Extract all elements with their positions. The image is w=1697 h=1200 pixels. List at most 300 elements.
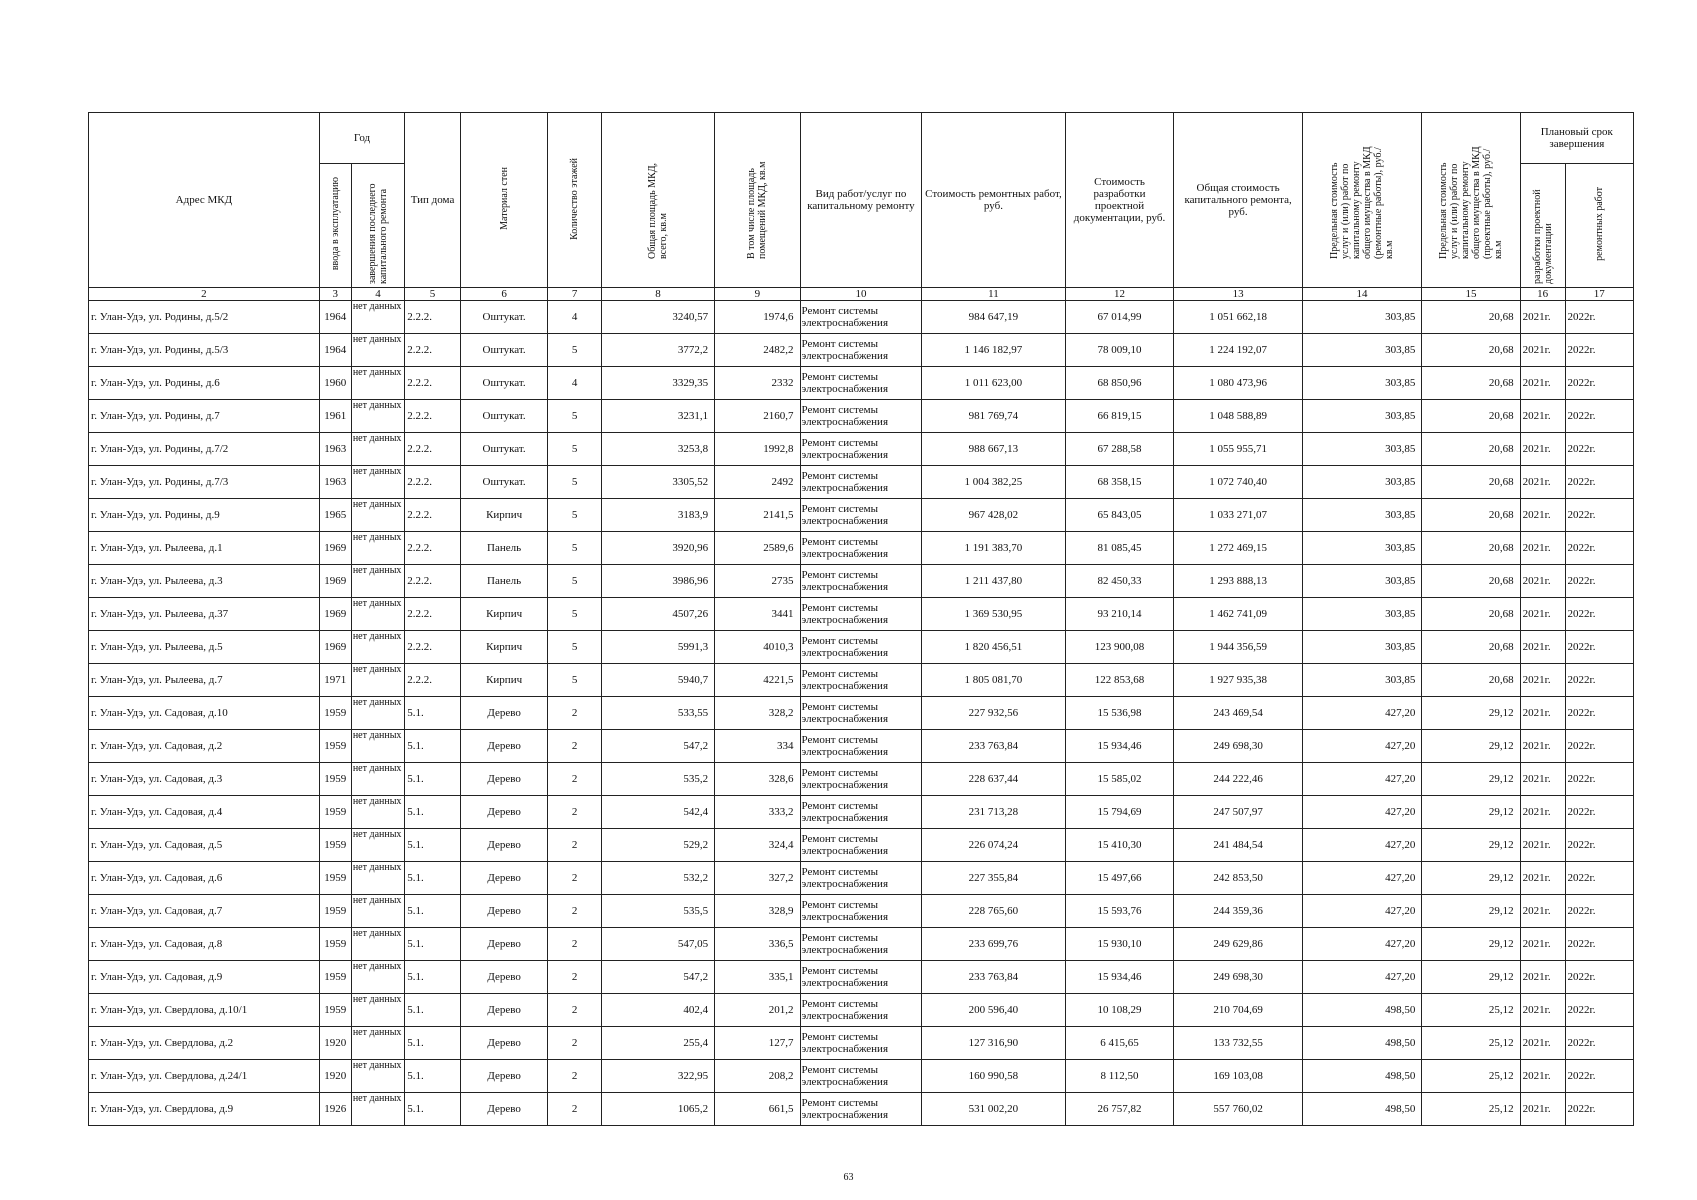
- header-repair-cost: Стоимость ремонтных работ, руб.: [922, 113, 1065, 288]
- cell-year-last-repair: нет данных: [351, 928, 404, 961]
- cell-year-commission: 1959: [319, 994, 351, 1027]
- cell-repair-cost: 231 713,28: [922, 796, 1065, 829]
- cell-deadline-repair: 2022г.: [1565, 730, 1633, 763]
- cell-total-cost: 1 055 955,71: [1174, 433, 1302, 466]
- cell-limit-repair: 498,50: [1302, 1093, 1422, 1126]
- cell-year-commission: 1965: [319, 499, 351, 532]
- cell-year-last-repair: нет данных: [351, 334, 404, 367]
- cell-year-last-repair: нет данных: [351, 1060, 404, 1093]
- cell-address: г. Улан-Удэ, ул. Рылеева, д.1: [89, 532, 320, 565]
- column-number: 8: [601, 288, 714, 301]
- column-number: 7: [548, 288, 601, 301]
- cell-design-cost: 66 819,15: [1065, 400, 1174, 433]
- cell-wall-material: Дерево: [460, 961, 548, 994]
- cell-wall-material: Оштукат.: [460, 433, 548, 466]
- cell-year-commission: 1959: [319, 730, 351, 763]
- cell-limit-repair: 303,85: [1302, 433, 1422, 466]
- table-row: [89, 532, 1634, 565]
- header-total-area: Общая площадь МКД, всего, кв.м: [601, 113, 714, 288]
- cell-address: г. Улан-Удэ, ул. Садовая, д.2: [89, 730, 320, 763]
- cell-deadline-design: 2021г.: [1520, 829, 1565, 862]
- cell-work-type: Ремонт системы электроснабжения: [800, 565, 922, 598]
- table-row: [89, 565, 1634, 598]
- header-limit-repair: Предельная стоимость услуг и (или) работ по капитальному ремонту общего имущества в МКД (ремонтные работы), руб./кв.м: [1302, 113, 1422, 288]
- cell-work-type: Ремонт системы электроснабжения: [800, 796, 922, 829]
- cell-limit-design: 20,68: [1422, 301, 1520, 334]
- cell-premises-area: 2482,2: [715, 334, 800, 367]
- cell-limit-design: 20,68: [1422, 499, 1520, 532]
- cell-repair-cost: 233 699,76: [922, 928, 1065, 961]
- cell-premises-area: 328,9: [715, 895, 800, 928]
- cell-house-type: 2.2.2.: [405, 301, 461, 334]
- cell-address: г. Улан-Удэ, ул. Свердлова, д.10/1: [89, 994, 320, 1027]
- cell-wall-material: Дерево: [460, 895, 548, 928]
- table-row: [89, 466, 1634, 499]
- cell-deadline-repair: 2022г.: [1565, 433, 1633, 466]
- cell-deadline-design: 2021г.: [1520, 334, 1565, 367]
- cell-floors: 2: [548, 994, 601, 1027]
- cell-total-area: 3183,9: [601, 499, 714, 532]
- cell-address: г. Улан-Удэ, ул. Рылеева, д.5: [89, 631, 320, 664]
- cell-total-area: 547,2: [601, 961, 714, 994]
- cell-premises-area: 336,5: [715, 928, 800, 961]
- cell-limit-repair: 303,85: [1302, 598, 1422, 631]
- table-row: [89, 862, 1634, 895]
- column-number: 4: [351, 288, 404, 301]
- table-row: [89, 400, 1634, 433]
- cell-wall-material: Кирпич: [460, 598, 548, 631]
- cell-house-type: 2.2.2.: [405, 598, 461, 631]
- cell-floors: 5: [548, 631, 601, 664]
- cell-floors: 5: [548, 532, 601, 565]
- cell-wall-material: Дерево: [460, 994, 548, 1027]
- cell-total-cost: 1 072 740,40: [1174, 466, 1302, 499]
- cell-year-last-repair: нет данных: [351, 862, 404, 895]
- cell-limit-design: 29,12: [1422, 829, 1520, 862]
- cell-wall-material: Дерево: [460, 763, 548, 796]
- cell-address: г. Улан-Удэ, ул. Садовая, д.9: [89, 961, 320, 994]
- cell-work-type: Ремонт системы электроснабжения: [800, 367, 922, 400]
- cell-year-last-repair: нет данных: [351, 697, 404, 730]
- cell-deadline-design: 2021г.: [1520, 1093, 1565, 1126]
- cell-address: г. Улан-Удэ, ул. Рылеева, д.7: [89, 664, 320, 697]
- cell-work-type: Ремонт системы электроснабжения: [800, 598, 922, 631]
- table-row: [89, 895, 1634, 928]
- cell-year-commission: 1969: [319, 532, 351, 565]
- table-row: [89, 499, 1634, 532]
- cell-premises-area: 1992,8: [715, 433, 800, 466]
- cell-total-area: 535,2: [601, 763, 714, 796]
- cell-limit-repair: 303,85: [1302, 499, 1422, 532]
- cell-floors: 5: [548, 664, 601, 697]
- cell-deadline-design: 2021г.: [1520, 631, 1565, 664]
- table-row: [89, 1093, 1634, 1126]
- cell-limit-design: 25,12: [1422, 1060, 1520, 1093]
- cell-floors: 5: [548, 565, 601, 598]
- cell-total-cost: 249 698,30: [1174, 961, 1302, 994]
- cell-year-commission: 1964: [319, 301, 351, 334]
- cell-deadline-design: 2021г.: [1520, 664, 1565, 697]
- cell-house-type: 2.2.2.: [405, 367, 461, 400]
- cell-year-commission: 1920: [319, 1027, 351, 1060]
- cell-deadline-design: 2021г.: [1520, 862, 1565, 895]
- cell-house-type: 5.1.: [405, 1093, 461, 1126]
- cell-house-type: 2.2.2.: [405, 631, 461, 664]
- cell-deadline-repair: 2022г.: [1565, 1093, 1633, 1126]
- cell-deadline-repair: 2022г.: [1565, 598, 1633, 631]
- cell-limit-design: 25,12: [1422, 1093, 1520, 1126]
- header-year-last-repair: завершения последнего капитального ремонта: [351, 164, 404, 288]
- cell-total-area: 3772,2: [601, 334, 714, 367]
- header-premises-area: В том числе площадь помещений МКД, кв.м: [715, 113, 800, 288]
- cell-limit-design: 29,12: [1422, 895, 1520, 928]
- cell-repair-cost: 160 990,58: [922, 1060, 1065, 1093]
- cell-work-type: Ремонт системы электроснабжения: [800, 631, 922, 664]
- cell-house-type: 2.2.2.: [405, 664, 461, 697]
- cell-year-last-repair: нет данных: [351, 301, 404, 334]
- cell-address: г. Улан-Удэ, ул. Садовая, д.10: [89, 697, 320, 730]
- cell-wall-material: Кирпич: [460, 664, 548, 697]
- cell-address: г. Улан-Удэ, ул. Садовая, д.5: [89, 829, 320, 862]
- cell-deadline-repair: 2022г.: [1565, 697, 1633, 730]
- cell-deadline-design: 2021г.: [1520, 1060, 1565, 1093]
- cell-premises-area: 334: [715, 730, 800, 763]
- cell-premises-area: 328,6: [715, 763, 800, 796]
- column-number-row: [89, 288, 1634, 301]
- cell-wall-material: Дерево: [460, 697, 548, 730]
- cell-house-type: 5.1.: [405, 994, 461, 1027]
- cell-repair-cost: 226 074,24: [922, 829, 1065, 862]
- cell-work-type: Ремонт системы электроснабжения: [800, 862, 922, 895]
- cell-limit-repair: 303,85: [1302, 466, 1422, 499]
- cell-year-commission: 1969: [319, 631, 351, 664]
- cell-limit-design: 20,68: [1422, 565, 1520, 598]
- cell-limit-repair: 303,85: [1302, 400, 1422, 433]
- cell-address: г. Улан-Удэ, ул. Родины, д.7/2: [89, 433, 320, 466]
- header-floors: Количество этажей: [548, 113, 601, 288]
- column-number: 6: [460, 288, 548, 301]
- header-house-type: Тип дома: [405, 113, 461, 288]
- cell-floors: 2: [548, 1093, 601, 1126]
- cell-address: г. Улан-Удэ, ул. Родины, д.7: [89, 400, 320, 433]
- cell-work-type: Ремонт системы электроснабжения: [800, 301, 922, 334]
- cell-year-last-repair: нет данных: [351, 1093, 404, 1126]
- cell-work-type: Ремонт системы электроснабжения: [800, 400, 922, 433]
- header-work-type: Вид работ/услуг по капитальному ремонту: [800, 113, 922, 288]
- column-number: 3: [319, 288, 351, 301]
- cell-total-cost: 243 469,54: [1174, 697, 1302, 730]
- cell-address: г. Улан-Удэ, ул. Садовая, д.7: [89, 895, 320, 928]
- cell-year-last-repair: нет данных: [351, 631, 404, 664]
- cell-year-last-repair: нет данных: [351, 895, 404, 928]
- cell-total-cost: 169 103,08: [1174, 1060, 1302, 1093]
- table-header: [89, 113, 1634, 301]
- cell-year-last-repair: нет данных: [351, 730, 404, 763]
- cell-design-cost: 122 853,68: [1065, 664, 1174, 697]
- cell-total-area: 3253,8: [601, 433, 714, 466]
- cell-repair-cost: 227 355,84: [922, 862, 1065, 895]
- cell-limit-repair: 303,85: [1302, 301, 1422, 334]
- table-body: [89, 301, 1634, 1126]
- cell-limit-repair: 303,85: [1302, 367, 1422, 400]
- cell-limit-repair: 427,20: [1302, 697, 1422, 730]
- column-number: 11: [922, 288, 1065, 301]
- cell-year-last-repair: нет данных: [351, 1027, 404, 1060]
- header-deadline-design: разработки проектной документации: [1520, 164, 1565, 288]
- cell-floors: 2: [548, 928, 601, 961]
- cell-wall-material: Оштукат.: [460, 301, 548, 334]
- cell-premises-area: 3441: [715, 598, 800, 631]
- cell-deadline-design: 2021г.: [1520, 565, 1565, 598]
- cell-deadline-repair: 2022г.: [1565, 961, 1633, 994]
- cell-floors: 4: [548, 301, 601, 334]
- header-address: Адрес МКД: [89, 113, 320, 288]
- cell-total-area: 322,95: [601, 1060, 714, 1093]
- cell-design-cost: 15 934,46: [1065, 961, 1174, 994]
- cell-repair-cost: 988 667,13: [922, 433, 1065, 466]
- cell-wall-material: Кирпич: [460, 631, 548, 664]
- cell-house-type: 2.2.2.: [405, 466, 461, 499]
- cell-wall-material: Панель: [460, 565, 548, 598]
- cell-limit-design: 25,12: [1422, 994, 1520, 1027]
- cell-year-commission: 1963: [319, 433, 351, 466]
- cell-work-type: Ремонт системы электроснабжения: [800, 664, 922, 697]
- cell-year-commission: 1959: [319, 895, 351, 928]
- cell-floors: 2: [548, 763, 601, 796]
- cell-address: г. Улан-Удэ, ул. Свердлова, д.2: [89, 1027, 320, 1060]
- cell-year-last-repair: нет данных: [351, 499, 404, 532]
- cell-total-cost: 247 507,97: [1174, 796, 1302, 829]
- table-row: [89, 334, 1634, 367]
- column-number: 12: [1065, 288, 1174, 301]
- cell-year-commission: 1959: [319, 829, 351, 862]
- cell-house-type: 5.1.: [405, 895, 461, 928]
- cell-design-cost: 82 450,33: [1065, 565, 1174, 598]
- cell-address: г. Улан-Удэ, ул. Родины, д.6: [89, 367, 320, 400]
- cell-house-type: 5.1.: [405, 961, 461, 994]
- cell-year-last-repair: нет данных: [351, 466, 404, 499]
- cell-design-cost: 10 108,29: [1065, 994, 1174, 1027]
- column-number: 5: [405, 288, 461, 301]
- cell-work-type: Ремонт системы электроснабжения: [800, 1060, 922, 1093]
- repair-schedule-sheet: [88, 112, 1634, 1126]
- cell-deadline-design: 2021г.: [1520, 928, 1565, 961]
- cell-premises-area: 201,2: [715, 994, 800, 1027]
- cell-deadline-repair: 2022г.: [1565, 334, 1633, 367]
- cell-limit-repair: 427,20: [1302, 928, 1422, 961]
- table-row: [89, 796, 1634, 829]
- cell-total-area: 3986,96: [601, 565, 714, 598]
- cell-deadline-design: 2021г.: [1520, 895, 1565, 928]
- cell-deadline-repair: 2022г.: [1565, 664, 1633, 697]
- cell-wall-material: Оштукат.: [460, 400, 548, 433]
- cell-deadline-repair: 2022г.: [1565, 631, 1633, 664]
- cell-deadline-repair: 2022г.: [1565, 994, 1633, 1027]
- cell-wall-material: Дерево: [460, 829, 548, 862]
- cell-work-type: Ремонт системы электроснабжения: [800, 961, 922, 994]
- cell-floors: 5: [548, 598, 601, 631]
- cell-deadline-design: 2021г.: [1520, 697, 1565, 730]
- cell-house-type: 2.2.2.: [405, 400, 461, 433]
- cell-work-type: Ремонт системы электроснабжения: [800, 499, 922, 532]
- cell-design-cost: 6 415,65: [1065, 1027, 1174, 1060]
- table-row: [89, 994, 1634, 1027]
- cell-house-type: 5.1.: [405, 796, 461, 829]
- cell-premises-area: 327,2: [715, 862, 800, 895]
- cell-total-area: 533,55: [601, 697, 714, 730]
- cell-limit-repair: 498,50: [1302, 994, 1422, 1027]
- cell-repair-cost: 227 932,56: [922, 697, 1065, 730]
- cell-house-type: 2.2.2.: [405, 334, 461, 367]
- cell-address: г. Улан-Удэ, ул. Родины, д.5/3: [89, 334, 320, 367]
- cell-repair-cost: 531 002,20: [922, 1093, 1065, 1126]
- cell-limit-design: 20,68: [1422, 532, 1520, 565]
- cell-repair-cost: 228 765,60: [922, 895, 1065, 928]
- cell-design-cost: 15 593,76: [1065, 895, 1174, 928]
- cell-deadline-design: 2021г.: [1520, 796, 1565, 829]
- cell-total-cost: 1 927 935,38: [1174, 664, 1302, 697]
- cell-limit-design: 20,68: [1422, 598, 1520, 631]
- cell-total-area: 542,4: [601, 796, 714, 829]
- cell-limit-design: 29,12: [1422, 862, 1520, 895]
- cell-premises-area: 127,7: [715, 1027, 800, 1060]
- cell-deadline-design: 2021г.: [1520, 499, 1565, 532]
- cell-deadline-repair: 2022г.: [1565, 367, 1633, 400]
- cell-floors: 5: [548, 466, 601, 499]
- cell-year-last-repair: нет данных: [351, 664, 404, 697]
- cell-repair-cost: 127 316,90: [922, 1027, 1065, 1060]
- cell-year-commission: 1960: [319, 367, 351, 400]
- cell-total-area: 529,2: [601, 829, 714, 862]
- column-number: 17: [1565, 288, 1633, 301]
- cell-premises-area: 324,4: [715, 829, 800, 862]
- cell-floors: 5: [548, 400, 601, 433]
- column-number: 9: [715, 288, 800, 301]
- cell-house-type: 5.1.: [405, 829, 461, 862]
- cell-house-type: 2.2.2.: [405, 499, 461, 532]
- cell-limit-design: 29,12: [1422, 796, 1520, 829]
- cell-work-type: Ремонт системы электроснабжения: [800, 829, 922, 862]
- cell-deadline-design: 2021г.: [1520, 301, 1565, 334]
- cell-year-commission: 1959: [319, 763, 351, 796]
- cell-floors: 2: [548, 796, 601, 829]
- column-number: 15: [1422, 288, 1520, 301]
- cell-total-cost: 1 080 473,96: [1174, 367, 1302, 400]
- column-number: 10: [800, 288, 922, 301]
- cell-deadline-repair: 2022г.: [1565, 400, 1633, 433]
- cell-address: г. Улан-Удэ, ул. Рылеева, д.37: [89, 598, 320, 631]
- cell-repair-cost: 1 820 456,51: [922, 631, 1065, 664]
- cell-total-area: 402,4: [601, 994, 714, 1027]
- cell-repair-cost: 1 369 530,95: [922, 598, 1065, 631]
- cell-total-cost: 1 293 888,13: [1174, 565, 1302, 598]
- cell-repair-cost: 200 596,40: [922, 994, 1065, 1027]
- cell-limit-repair: 427,20: [1302, 895, 1422, 928]
- cell-premises-area: 2589,6: [715, 532, 800, 565]
- cell-deadline-repair: 2022г.: [1565, 895, 1633, 928]
- cell-year-commission: 1969: [319, 565, 351, 598]
- cell-repair-cost: 981 769,74: [922, 400, 1065, 433]
- cell-floors: 5: [548, 499, 601, 532]
- cell-year-commission: 1961: [319, 400, 351, 433]
- cell-total-area: 3231,1: [601, 400, 714, 433]
- cell-year-last-repair: нет данных: [351, 367, 404, 400]
- cell-wall-material: Дерево: [460, 1027, 548, 1060]
- cell-repair-cost: 1 011 623,00: [922, 367, 1065, 400]
- cell-wall-material: Дерево: [460, 1093, 548, 1126]
- cell-repair-cost: 984 647,19: [922, 301, 1065, 334]
- cell-total-cost: 1 224 192,07: [1174, 334, 1302, 367]
- cell-year-commission: 1969: [319, 598, 351, 631]
- cell-deadline-repair: 2022г.: [1565, 1027, 1633, 1060]
- cell-repair-cost: 1 146 182,97: [922, 334, 1065, 367]
- cell-floors: 2: [548, 1060, 601, 1093]
- cell-total-cost: 1 051 662,18: [1174, 301, 1302, 334]
- cell-design-cost: 8 112,50: [1065, 1060, 1174, 1093]
- cell-year-last-repair: нет данных: [351, 532, 404, 565]
- cell-floors: 2: [548, 895, 601, 928]
- cell-limit-design: 29,12: [1422, 697, 1520, 730]
- header-design-cost: Стоимость разработки проектной документации, руб.: [1065, 113, 1174, 288]
- cell-year-last-repair: нет данных: [351, 763, 404, 796]
- cell-deadline-repair: 2022г.: [1565, 1060, 1633, 1093]
- cell-limit-repair: 498,50: [1302, 1060, 1422, 1093]
- cell-total-cost: 244 222,46: [1174, 763, 1302, 796]
- cell-house-type: 5.1.: [405, 1060, 461, 1093]
- cell-limit-repair: 303,85: [1302, 532, 1422, 565]
- cell-deadline-design: 2021г.: [1520, 598, 1565, 631]
- cell-work-type: Ремонт системы электроснабжения: [800, 532, 922, 565]
- cell-design-cost: 65 843,05: [1065, 499, 1174, 532]
- cell-house-type: 5.1.: [405, 697, 461, 730]
- cell-house-type: 5.1.: [405, 763, 461, 796]
- cell-address: г. Улан-Удэ, ул. Родины, д.7/3: [89, 466, 320, 499]
- cell-deadline-design: 2021г.: [1520, 994, 1565, 1027]
- cell-year-last-repair: нет данных: [351, 994, 404, 1027]
- table-row: [89, 1027, 1634, 1060]
- cell-total-cost: 249 629,86: [1174, 928, 1302, 961]
- cell-deadline-design: 2021г.: [1520, 730, 1565, 763]
- cell-total-cost: 1 272 469,15: [1174, 532, 1302, 565]
- cell-year-commission: 1963: [319, 466, 351, 499]
- cell-total-cost: 241 484,54: [1174, 829, 1302, 862]
- cell-year-commission: 1964: [319, 334, 351, 367]
- table-row: [89, 631, 1634, 664]
- cell-limit-repair: 427,20: [1302, 763, 1422, 796]
- header-deadline: Плановый срок завершения: [1520, 113, 1633, 164]
- cell-deadline-design: 2021г.: [1520, 1027, 1565, 1060]
- cell-floors: 2: [548, 961, 601, 994]
- cell-work-type: Ремонт системы электроснабжения: [800, 895, 922, 928]
- cell-deadline-design: 2021г.: [1520, 532, 1565, 565]
- table-row: [89, 1060, 1634, 1093]
- column-number: 2: [89, 288, 320, 301]
- cell-repair-cost: 233 763,84: [922, 730, 1065, 763]
- cell-year-last-repair: нет данных: [351, 796, 404, 829]
- cell-repair-cost: 228 637,44: [922, 763, 1065, 796]
- cell-design-cost: 123 900,08: [1065, 631, 1174, 664]
- cell-address: г. Улан-Удэ, ул. Садовая, д.4: [89, 796, 320, 829]
- cell-limit-design: 29,12: [1422, 763, 1520, 796]
- cell-wall-material: Дерево: [460, 928, 548, 961]
- cell-total-area: 255,4: [601, 1027, 714, 1060]
- cell-design-cost: 15 934,46: [1065, 730, 1174, 763]
- cell-total-area: 1065,2: [601, 1093, 714, 1126]
- cell-limit-design: 20,68: [1422, 466, 1520, 499]
- cell-total-cost: 1 462 741,09: [1174, 598, 1302, 631]
- cell-limit-design: 29,12: [1422, 961, 1520, 994]
- cell-wall-material: Панель: [460, 532, 548, 565]
